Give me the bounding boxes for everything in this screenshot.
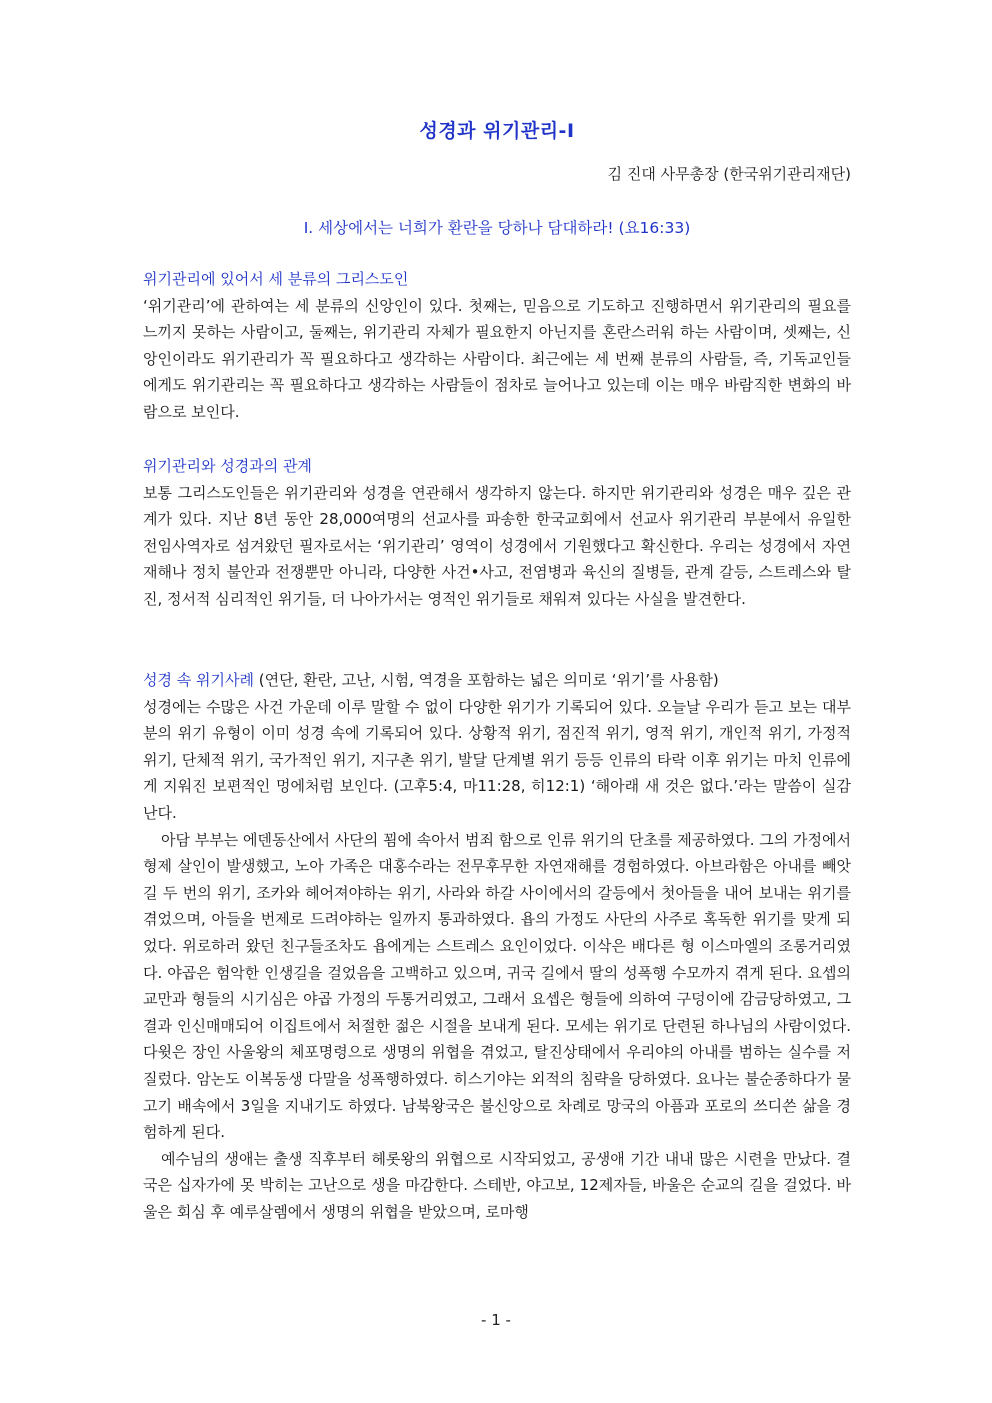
author-line: 김 진대 사무총장 (한국위기관리재단) xyxy=(607,165,851,183)
section-heading: Ⅰ. 세상에서는 너희가 환란을 당하나 담대하라! (요16:33) xyxy=(303,219,691,237)
subheading: 위기관리에 있어서 세 분류의 그리스도인 xyxy=(143,270,409,288)
page-number: - 1 - xyxy=(481,1311,511,1329)
subheading-row xyxy=(143,667,851,694)
paragraph: 예수님의 생애는 출생 직후부터 헤롯왕의 위협으로 시작되었고, 공생애 기간 내내 많은 시련을 만났다. 결국은 십자가에 못 박히는 고난으로 생을 마감한다. 스테반, 야고보, 12제자들, 바울은 순교의 길을 걸었다. 바울은 회심 후 예루살렘에서 생명의 위협을 받았으며, 로마행 xyxy=(143,1149,851,1221)
document-title: 성경과 위기관리-Ⅰ xyxy=(419,120,575,142)
paragraph: 성경에는 수많은 사건 가운데 이루 말할 수 없이 다양한 위기가 기록되어 있다. 오늘날 우리가 듣고 보는 대부분의 위기 유형이 이미 성경 속에 기록되어 있다. 상황적 위기, 점진적 위기, 영적 위기, 개인적 위기, 가정적 위기, 단체적 위기, 국가적인 위기, 지구촌 위기, 발달 단계별 위기 등등 인류의 타락 이후 위기는 마치 인류에게 지워진 보편적인 멍에처럼 보인다. (고후5:4, 마11:28, 히12:1) ‘해아래 새 것은 없다.’라는 말씀이 실감난다. xyxy=(143,697,851,822)
subheading-note: (연단, 환란, 고난, 시험, 역경을 포함하는 넓은 의미로 ‘위기’를 사용함) xyxy=(253,671,719,689)
paragraph: ‘위기관리’에 관하여는 세 분류의 신앙인이 있다. 첫째는, 믿음으로 기도하고 진행하면서 위기관리의 필요를 느끼지 못하는 사람이고, 둘째는, 위기관리 자체가 필요한지 아닌지를 혼란스러워 하는 사람이며, 셋째는, 신앙인이라도 위기관리가 꼭 필요하다고 생각하는 사람이다. 최근에는 세 번째 분류의 사람들, 즉, 기독교인들에게도 위기관리는 꼭 필요하다고 생각하는 사람들이 점차로 늘어나고 있는데 이는 매우 바람직한 변화의 바람으로 보인다. xyxy=(143,296,851,421)
subheading: 성경 속 위기사례 xyxy=(143,671,254,689)
paragraph: 보통 그리스도인들은 위기관리와 성경을 연관해서 생각하지 않는다. 하지만 위기관리와 성경은 매우 깊은 관계가 있다. 지난 8년 동안 28,000여명의 선교사를 파송한 한국교회에서 선교사 위기관리 부분에서 유일한 전임사역자로 섬겨왔던 필자로서는 ‘위기관리’ 영역이 성경에서 기원했다고 확신한다. 우리는 성경에서 자연재해나 정치 불안과 전쟁뿐만 아니라, 다양한 사건•사고, 전염병과 육신의 질병들, 관계 갈등, 스트레스와 탈진, 정서적 심리적인 위기들, 더 나아가서는 영적인 위기들로 채워져 있다는 사실을 발견한다. xyxy=(143,483,851,608)
section-crisis-cases xyxy=(143,667,851,1225)
paragraph: 아담 부부는 에덴동산에서 사단의 꾐에 속아서 범죄 함으로 인류 위기의 단초를 제공하였다. 그의 가정에서 형제 살인이 발생했고, 노아 가족은 대홍수라는 전무후무한 자연재해를 경험하였다. 아브라함은 아내를 빼앗길 두 번의 위기, 조카와 헤어져야하는 위기, 사라와 하갈 사이에서의 갈등에서 첫아들을 내어 보내는 위기를 겪었으며, 아들을 번제로 드려야하는 일까지 통과하였다. 욥의 가정도 사단의 사주로 혹독한 위기를 맞게 되었다. 위로하러 왔던 친구들조차도 욥에게는 스트레스 요인이었다. 이삭은 배다른 형 이스마엘의 조롱거리였다. 야곱은 험악한 인생길을 걸었음을 고백하고 있으며, 귀국 길에서 딸의 성폭행 수모까지 겪게 된다. 요셉의 교만과 형들의 시기심은 야곱 가정의 두통거리였고, 그래서 요셉은 형들에 의하여 구덩이에 감금당하였고, 그 결과 인신매매되어 이집트에서 처절한 젊은 시절을 보내게 된다. 모세는 위기로 단련된 하나님의 사람이었다. 다윗은 장인 사울왕의 체포명령으로 생명의 위협을 겪었고, 탈진상태에서 우리야의 아내를 범하는 실수를 저질렀다. 암논도 이복동생 다말을 성폭행하였다. 히스기야는 외적의 침략을 당하였다. 요나는 불순종하다가 물고기 배속에서 3일을 지내기도 하였다. 남북왕국은 불신앙으로 차례로 망국의 아픔과 포로의 쓰디쓴 삶을 경험하게 된다. xyxy=(143,830,851,1142)
subheading: 위기관리와 성경과의 관계 xyxy=(143,457,312,475)
section-three-types xyxy=(143,266,851,426)
section-relationship xyxy=(143,453,851,613)
